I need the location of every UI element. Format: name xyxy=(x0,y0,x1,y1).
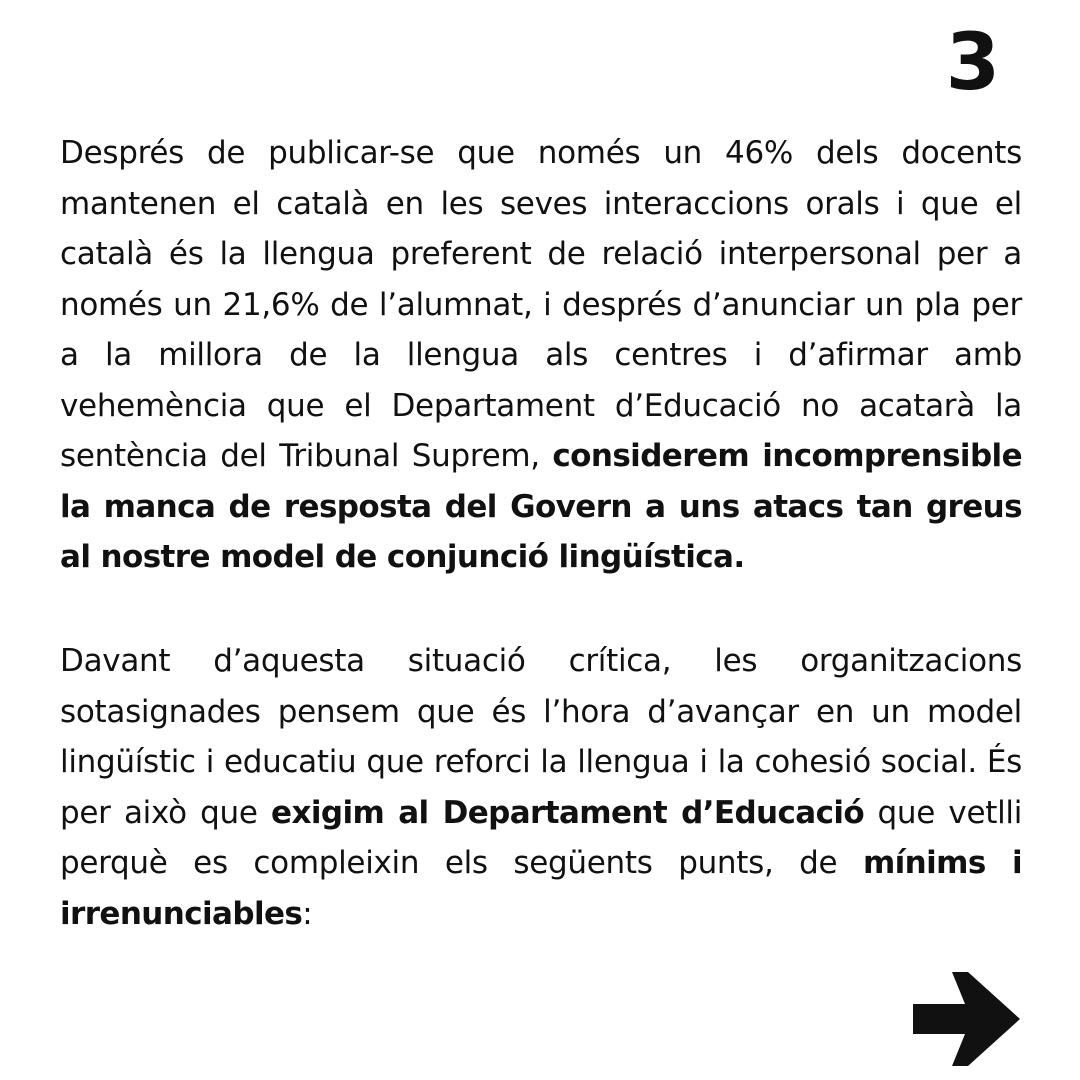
paragraph-demands-regular-2: que vetlli perquè es compleixin els següents punts, de xyxy=(60,794,1023,881)
paragraph-intro-bold: considerem incomprensible la manca de resposta del Govern a uns atacs tan greus al nostre model de conjunció lingüística. xyxy=(60,438,1022,575)
right-arrow-shape xyxy=(913,972,1020,1066)
page-number: 3 xyxy=(945,18,1000,108)
paragraph-demands-bold-2: mínims i irrenunciables xyxy=(60,845,1023,932)
paragraph-demands-regular-1: Davant d’aquesta situació crítica, les organitzacions sotasignades pensem que és l’hora d’avançar en un model lingüístic i educatiu que reforci la llengua i la cohesió social. És per això que xyxy=(60,643,1022,831)
paragraph-intro-regular: Després de publicar-se que només un 46% dels docents mantenen el català en les seves interaccions orals i que el català és la llengua preferent de relació interpersonal per a només un 21,6% de l’alumnat, i després d’anunciar un pla per a la millora de la llengua als centres i d’afirmar amb vehemència que el Departament d’Educació no acatarà la sentència del Tribunal Suprem, xyxy=(60,135,1022,474)
paragraph-demands-regular-3: : xyxy=(302,895,313,932)
paragraph-intro xyxy=(60,128,1022,583)
paragraph-demands xyxy=(60,636,1022,939)
paragraph-demands-bold-1: exigim al Departament d’Educació xyxy=(271,794,865,831)
right-arrow-icon[interactable] xyxy=(910,966,1026,1072)
